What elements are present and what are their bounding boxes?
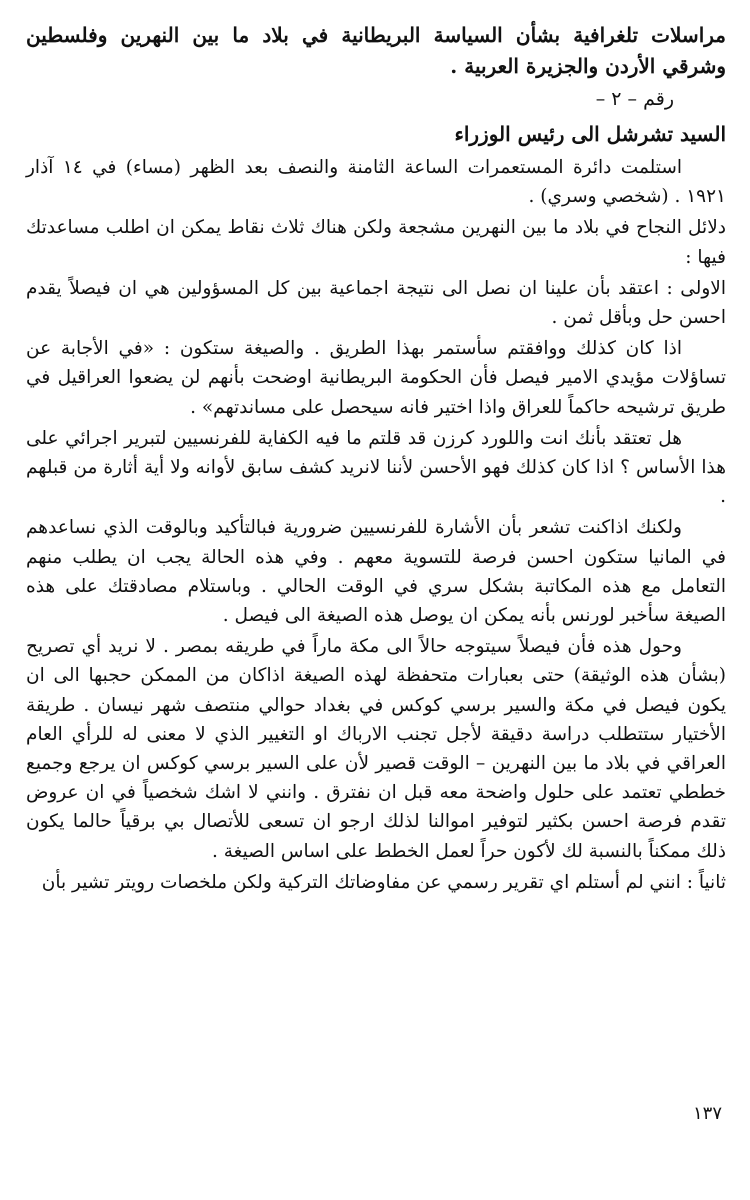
- paragraph-second-point: ثانياً : انني لم أستلم اي تقرير رسمي عن مفاوضاتك التركية ولكن ملخصات رويتر تشير بأن: [41, 871, 726, 893]
- page-number: ١٣٧: [692, 1103, 722, 1124]
- paragraph-french-notice: ولكنك اذاكنت تشعر بأن الأشارة للفرنسيين ضرورية فبالتأكيد وبالوقت الذي نساعدهم في المانيا ستكون احسن فرصة للتسوية معهم . وفي هذه الحالة يجب ان يطلب منهم التعامل مع هذه المكاتبة بشكل سري في الوقت الحالي . وباستلام مصادقتك على هذه الصيغة سأخبر لورنس بأنه يمكن ان يوصل هذه الصيغة الى فيصل .: [26, 517, 726, 627]
- body-text: [26, 153, 726, 897]
- paragraph-first-point: الاولى : اعتقد بأن علينا ان نصل الى نتيجة اجماعية بين كل المسؤولين هي ان فيصلاً يقدم احسن حل وبأقل ثمن .: [26, 277, 726, 329]
- paragraph-formula: اذا كان كذلك ووافقتم سأستمر بهذا الطريق . والصيغة ستكون : «في الأجابة عن تساؤلات مؤيدي الامير فيصل فأن الحكومة البريطانية اوضحت بأنهم لن يضعوا العراقيل في طريق ترشيحه حاكماً للعراق واذا اختير فانه سيحصل على مساندتهم» .: [26, 338, 726, 418]
- paragraph-french-question: هل تعتقد بأنك انت واللورد كرزن قد قلتم ما فيه الكفاية للفرنسيين لتبرير اجرائي على هذا الأساس ؟ اذا كان كذلك فهو الأحسن لأننا لانريد كشف سابق لأوانه ولا أية أثارة من قبلهم .: [26, 427, 726, 508]
- paragraph-intro: دلائل النجاح في بلاد ما بين النهرين مشجعة ولكن هناك ثلاث نقاط يمكن ان اطلب مساعدتك فيها :: [26, 217, 726, 268]
- document-title: مراسلات تلغرافية بشأن السياسة البريطانية في بلاد ما بين النهرين وفلسطين وشرقي الأردن والجزيرة العربية .: [26, 23, 726, 78]
- paragraph-receipt-note: استلمت دائرة المستعمرات الساعة الثامنة والنصف بعد الظهر (مساء) في ١٤ آذار ١٩٢١ . (شخصي وسري) .: [26, 157, 726, 208]
- paragraph-faisal-mecca: وحول هذه فأن فيصلاً سيتوجه حالاً الى مكة ماراً في طريقه بمصر . لا نريد أي تصريح (بشأن هذه الوثيقة) حتى بعبارات متحفظة لهذه الصيغة اذاكان من الممكن حجبها الى ان يكون فيصل في مكة والسير برسي كوكس في بغداد حوالي منتصف شهر نيسان . طريقة الأختيار ستتطلب دراسة دقيقة لأجل تجنب الارباك او التغيير الذي لا معنى له للرأي العام العراقي في بلاد ما بين النهرين – الوقت قصير لأن على السير برسي كوكس ان يرجع وجميع خططي تعتمد على حلول واضحة معه قبل ان نفترق . وانني لا اشك شخصياً في ان عروض تقدم فرصة احسن بكثير لتوفير اموالنا لذلك ارجو ان تسعى للأتصال بي برقياً حالما يكون ذلك ممكناً بالنسبة لك لأكون حراً لعمل الخطط على اساس الصيغة .: [26, 636, 726, 862]
- reference-number: رقم – ٢ –: [595, 88, 674, 110]
- recipient-heading: السيد تشرشل الى رئيس الوزراء: [454, 122, 726, 146]
